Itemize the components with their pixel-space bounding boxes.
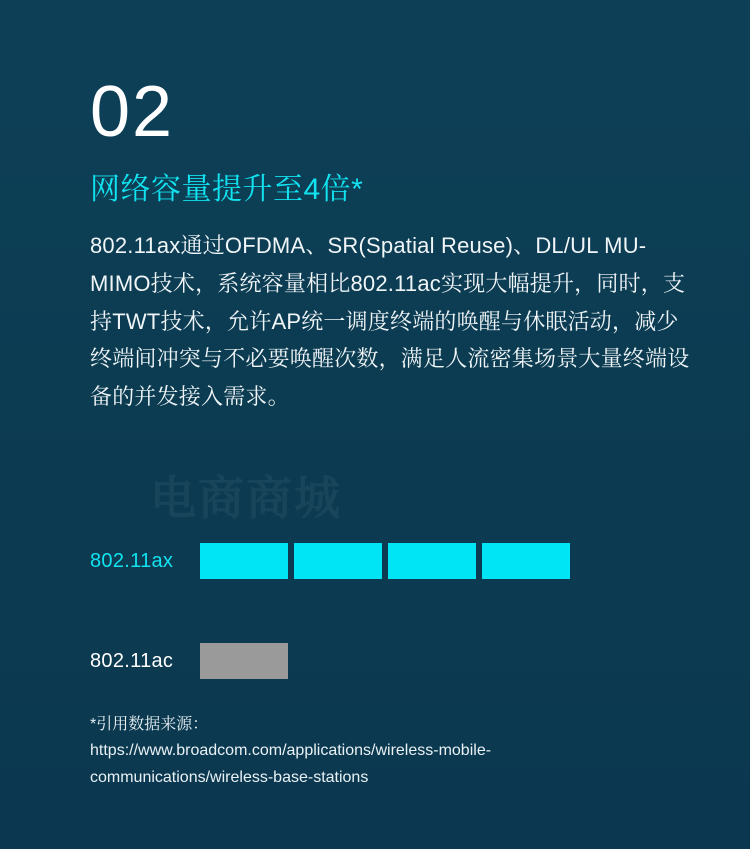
source-note: [90, 712, 690, 791]
section-body-text: 802.11ax通过OFDMA、SR(Spatial Reuse)、DL/UL MU-MIMO技术，系统容量相比802.11ac实现大幅提升，同时，支持TWT技术，允许AP统一调度终端的唤醒与休眠活动，减少终端间冲突与不必要唤醒次数，满足人流密集场景大量终端设备的并发接入需求。: [90, 233, 690, 410]
text-content-block: [90, 0, 690, 416]
chart-label-802-11ax: 802.11ax: [90, 549, 174, 572]
source-label: *引用数据来源：: [90, 716, 209, 733]
chart-label-802-11ac: 802.11ac: [90, 649, 174, 672]
chart-row-802-11ax: [90, 540, 690, 582]
bar-segment: [482, 543, 570, 579]
bar-segment: [294, 543, 382, 579]
section-number: 02: [90, 72, 175, 152]
source-url-line-2: communications/wireless-base-stations: [90, 768, 369, 786]
watermark-text: 电商商城: [150, 472, 342, 524]
bar-group-802-11ac: [200, 643, 288, 679]
section-title: 网络容量提升至4倍*: [90, 173, 364, 206]
bar-segment: [388, 543, 476, 579]
source-url-line-1: https://www.broadcom.com/applications/wireless-mobile-: [90, 742, 492, 760]
bar-segment: [200, 643, 288, 679]
bar-group-802-11ax: [200, 543, 570, 579]
bar-segment: [200, 543, 288, 579]
chart-row-802-11ac: [90, 640, 690, 682]
capacity-bar-chart: [90, 540, 690, 740]
